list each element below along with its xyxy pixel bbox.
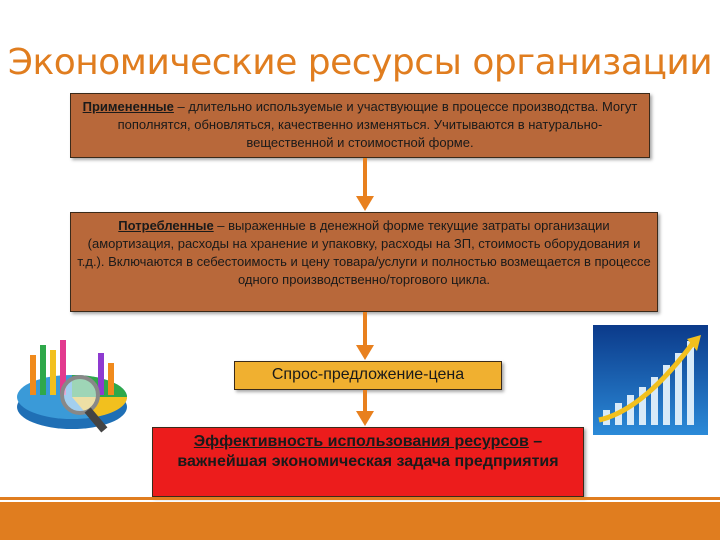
efficiency-term: Эффективность использования ресурсов (193, 433, 529, 450)
footer-divider (0, 497, 720, 500)
page-title: Экономические ресурсы организации (7, 42, 713, 83)
arrow-down-icon (355, 312, 375, 361)
growth-chart-icon (593, 325, 708, 435)
applied-resources-box (70, 93, 650, 158)
consumed-resources-box (70, 212, 658, 312)
efficiency-description: – важнейшая экономическая задача предприятия (177, 433, 559, 470)
arrow-down-icon (355, 158, 375, 212)
footer-bar (0, 502, 720, 540)
applied-description: – длительно используемые и участвующие в процессе производства. Могут пополнятся, обновляться, качественно изменяться. Учитываются в натурально-вещественной и стоимостной форме. (117, 99, 638, 150)
pie-chart-magnifier-icon (10, 335, 140, 440)
consumed-term: Потребленные (118, 218, 214, 233)
efficiency-box (152, 427, 584, 497)
consumed-description: – выраженные в денежной форме текущие затраты организации (амортизация, расходы на хранение и упаковку, расходы на ЗП, стоимость оборудования и т.д.). Включаются в себестоимость и цену товара/услуги и полностью возмещается в процессе одного производственно/торгового цикла. (77, 218, 651, 287)
supply-demand-price-box: Спрос-предложение-цена (234, 361, 502, 390)
applied-term: Примененные (82, 99, 174, 114)
arrow-down-icon (355, 390, 375, 427)
